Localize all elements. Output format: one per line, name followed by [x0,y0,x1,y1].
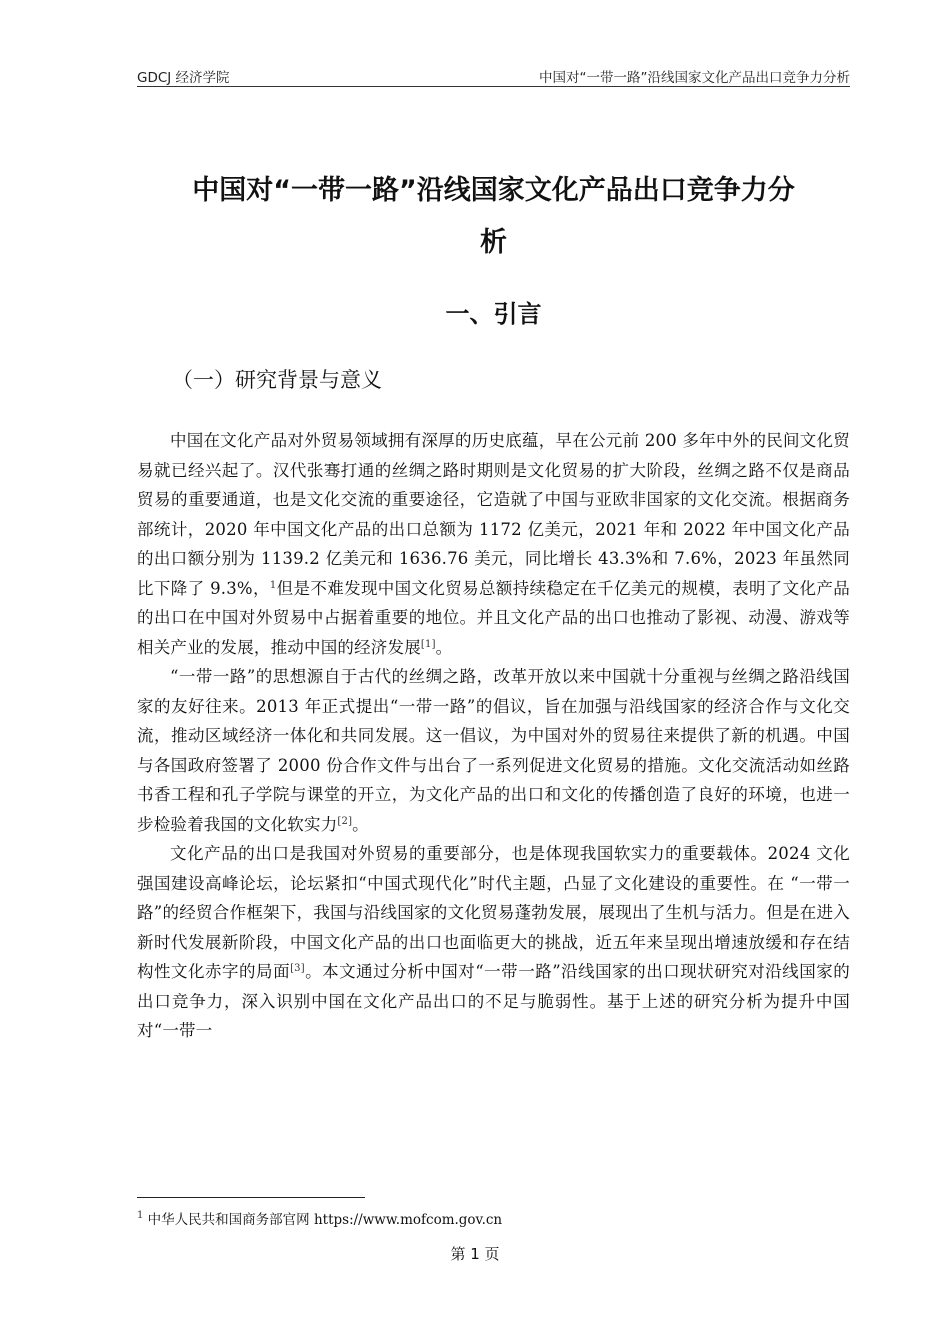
subsection-heading: （一）研究背景与意义 [172,368,382,392]
citation-2[interactable]: [2] [337,815,353,827]
document-title-line-1: 中国对“一带一路”沿线国家文化产品出口竞争力分 [192,175,795,206]
paragraph-3-text-a: 文化产品的出口是我国对外贸易的重要部分，也是体现我国软实力的重要载体。2024 文化强国建设高峰论坛，论坛紧扣“中国式现代化”时代主题，凸显了文化建设的重要性。在 “一带一路”的经贸合作框架下，我国与沿线国家的文化贸易蓬勃发展，展现出了生机与活力。但是在进入新时代发展新阶段，中国文化产品的出口也面临更大的挑战，近五年来呈现出增速放缓和存在结构性文化赤字的局面 [137,844,850,981]
footnote-divider [137,1197,365,1198]
citation-1[interactable]: [1] [420,638,436,650]
footnote-marker[interactable]: 1 [269,579,277,591]
document-title [137,165,850,269]
footnote-mark: 1 [137,1210,144,1221]
footnote-text: 中华人民共和国商务部官网 [147,1212,310,1228]
footnote-link[interactable]: https://www.mofcom.gov.cn [313,1212,503,1228]
body-text [137,426,850,1046]
section-heading: 一、引言 [445,300,542,328]
page-number: 第 1 页 [450,1245,500,1263]
paragraph-1 [137,426,850,662]
paragraph-2-text-b: 。 [352,814,369,834]
paragraph-1-text-c: 。 [435,637,453,657]
paragraph-3-text-b: 。本文通过分析中国对“一带一路”沿线国家的出口现状研究对沿线国家的出口竞争力，深入识别中国在文化产品出口的不足与脆弱性。基于上述的研究分析为提升中国对“一带一 [137,962,850,1040]
paragraph-3 [137,839,850,1046]
paragraph-1-text-b: 但是不难发现中国文化贸易总额持续稳定在千亿美元的规模，表明了文化产品的出口在中国对外贸易中占据着重要的地位。并且文化产品的出口也推动了影视、动漫、游戏等相关产业的发展，推动中国的经济发展 [137,578,850,657]
citation-3[interactable]: [3] [290,963,305,974]
paragraph-2-text-a: “一带一路”的思想源自于古代的丝绸之路，改革开放以来中国就十分重视与丝绸之路沿线国家的友好往来。2013 年正式提出“一带一路”的倡议，旨在加强与沿线国家的经济合作与文化交流，推动区域经济一体化和共同发展。这一倡议，为中国对外的贸易往来提供了新的机遇。中国与各国政府签署了 2000 份合作文件与出台了一系列促进文化贸易的措施。文化交流活动如丝路书香工程和孔子学院与课堂的开立，为文化产品的出口和文化的传播创造了良好的环境，也进一步检验着我国的文化软实力 [137,667,850,834]
header-left: GDCJ 经济学院 [137,70,230,86]
document-title-line-2: 析 [480,227,507,258]
header-divider [137,86,850,87]
header-right: 中国对“一带一路”沿线国家文化产品出口竞争力分析 [539,70,850,86]
footnote [137,1208,502,1228]
paragraph-1-text-a: 中国在文化产品对外贸易领域拥有深厚的历史底蕴，早在公元前 200 多年中外的民间文化贸易就已经兴起了。汉代张骞打通的丝绸之路时期则是文化贸易的扩大阶段，丝绸之路不仅是商品贸易的重要通道，也是文化交流的重要途径，它造就了中国与亚欧非国家的文化交流。根据商务部统计，2020 年中国文化产品的出口总额为 1172 亿美元，2021 年和 2022 年中国文化产品的出口额分别为 1139.2 亿美元和 1636.76 美元，同比增长 43.3%和 7.6%，2023 年虽然同比下降了 9.3%， [137,431,850,598]
paragraph-2 [137,662,850,839]
